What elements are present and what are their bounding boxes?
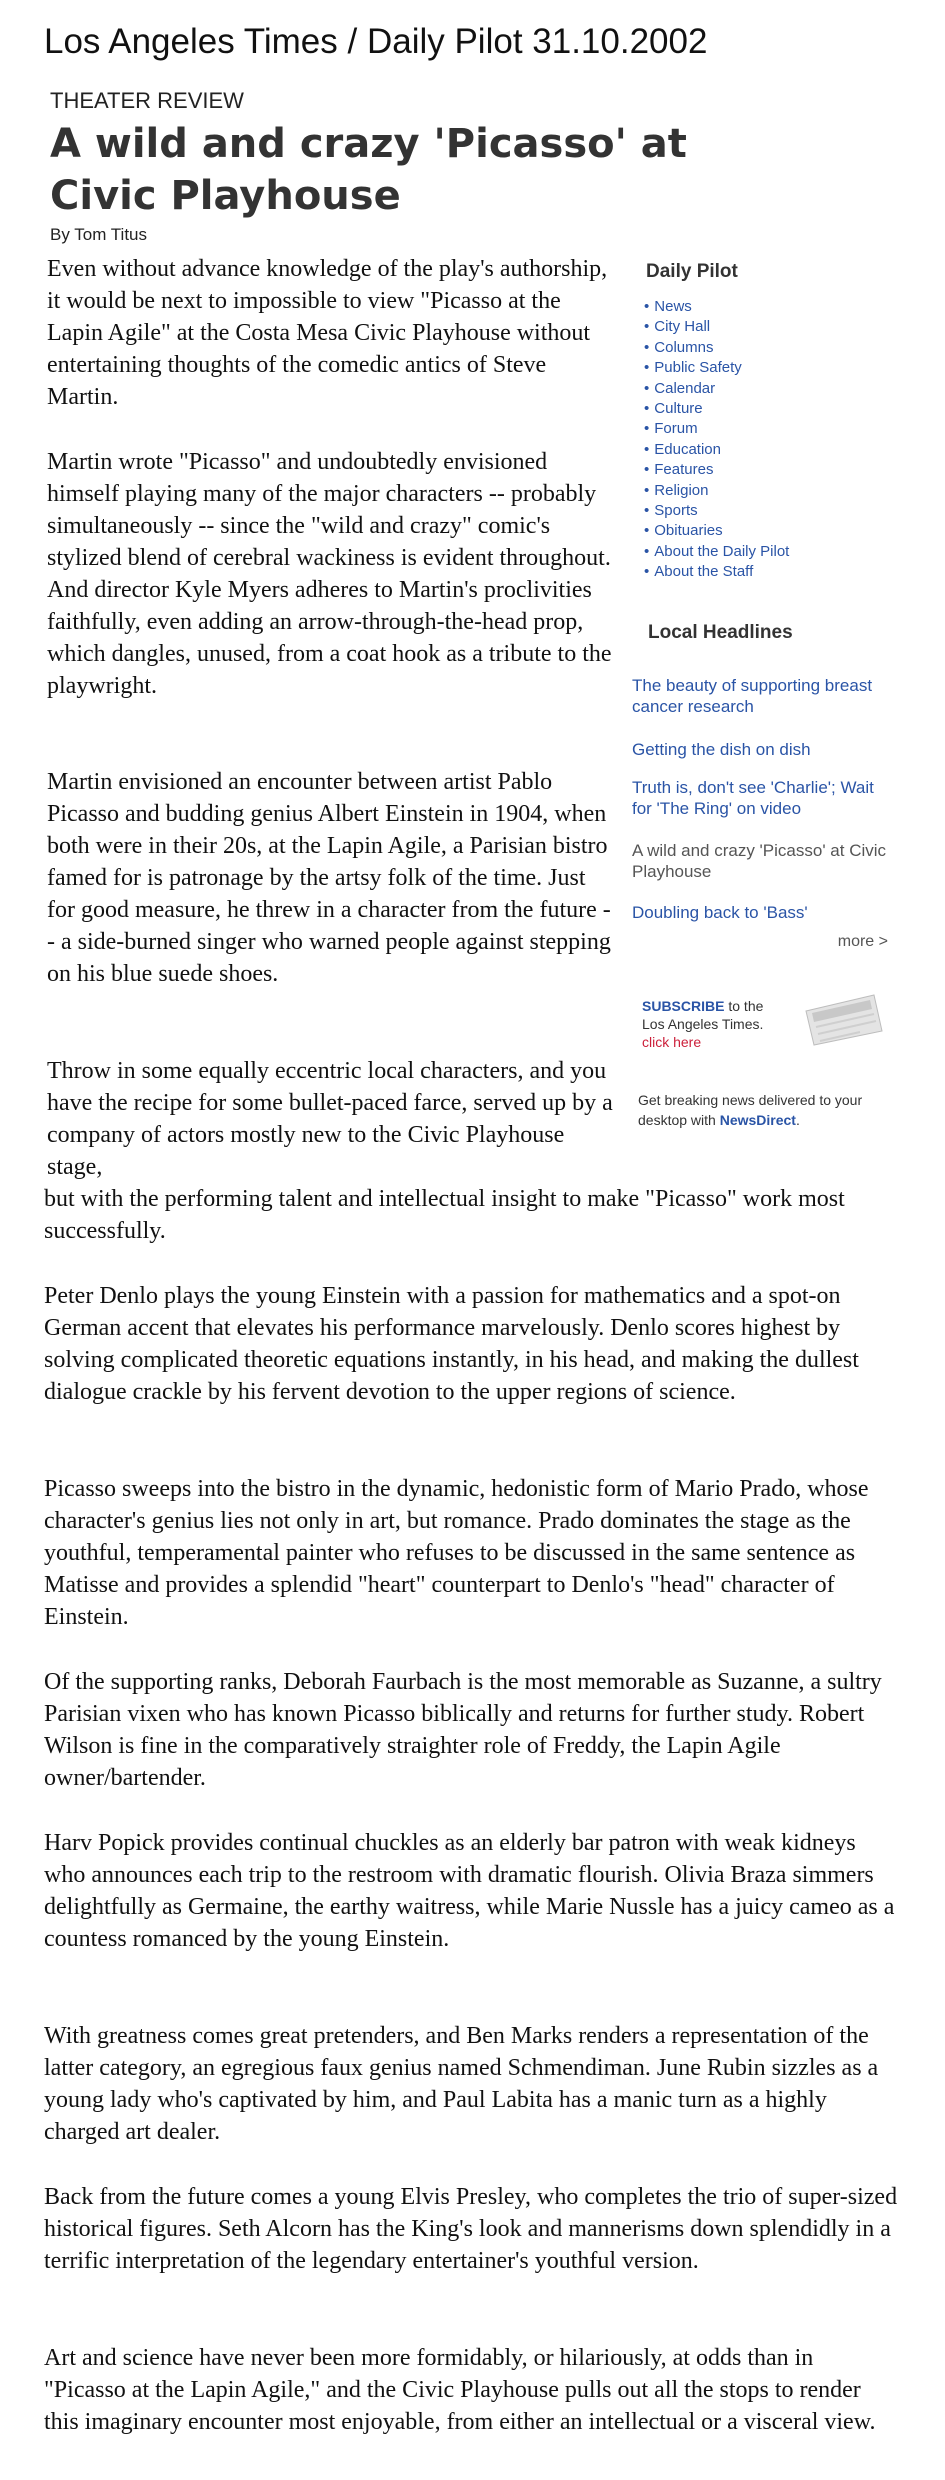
nav-item-culture[interactable]: • Culture (644, 399, 789, 419)
nav-item-public-safety[interactable]: • Public Safety (644, 358, 789, 378)
nav-item-religion[interactable]: • Religion (644, 481, 789, 501)
page-header-title: Los Angeles Times / Daily Pilot 31.10.2002 (44, 22, 708, 61)
article-headline: A wild and crazy 'Picasso' at Civic Playhouse (50, 121, 687, 219)
local-headline-link-5[interactable]: Doubling back to 'Bass' (632, 903, 808, 922)
newsdirect-promo (638, 1090, 896, 1130)
nav-item-sports[interactable]: • Sports (644, 501, 789, 521)
nav-item-about-staff[interactable]: • About the Staff (644, 562, 789, 582)
article-byline: By Tom Titus (50, 225, 147, 244)
article-paragraph-2: Martin wrote "Picasso" and undoubtedly envisioned himself playing many of the major characters -- probably simultaneously -- since the "wild and crazy" comic's stylized blend of cerebral wackiness is evident throughout. And director Kyle Myers adheres to Martin's proclivities faithfully, even adding an arrow-through-the-head prop, which dangles, unused, from a coat hook as a tribute to the playwright. (47, 449, 612, 699)
article-paragraph-3: Martin envisioned an encounter between artist Pablo Picasso and budding genius Albert Einstein in 1904, when both were in their 20s, at the Lapin Agile, a Parisian bistro famed for is patronage by the artsy folk of the time. Just for good measure, he threw in a character from the future -- a side-burned singer who warned people against stepping on his blue suede shoes. (47, 769, 611, 987)
subscribe-text-line-1: to the (724, 998, 764, 1014)
nav-item-news[interactable]: • News (644, 297, 789, 317)
more-headlines-link[interactable]: more > (837, 933, 888, 950)
nav-item-columns[interactable]: • Columns (644, 338, 789, 358)
newsdirect-link[interactable]: NewsDirect (719, 1112, 796, 1128)
local-headline-link-2[interactable]: Getting the dish on dish (632, 740, 811, 759)
nav-item-calendar[interactable]: • Calendar (644, 379, 789, 399)
local-headline-link-3[interactable]: Truth is, don't see 'Charlie'; Wait for 'The Ring' on video (632, 778, 874, 818)
nav-item-about-daily-pilot[interactable]: • About the Daily Pilot (644, 542, 789, 562)
newsdirect-text: Get breaking news delivered to your desktop with (638, 1092, 863, 1128)
local-headlines-title: Local Headlines (648, 622, 793, 643)
article-paragraph-7: Of the supporting ranks, Deborah Faurbach is the most memorable as Suzanne, a sultry Parisian vixen who has known Picasso biblically and returns for further study. Robert Wilson is fine in the comparatively straighter role of Freddy, the Lapin Agile owner/bartender. (44, 1669, 882, 1791)
nav-item-forum[interactable]: • Forum (644, 419, 789, 439)
article-paragraph-10: Back from the future comes a young Elvis Presley, who completes the trio of super-sized historical figures. Seth Alcorn has the King's look and mannerisms down splendidly in a terrific interpretation of the legendary entertainer's youthful version. (44, 2184, 898, 2274)
article-paragraph-1: Even without advance knowledge of the play's authorship, it would be next to impossible to view "Picasso at the Lapin Agile" at the Costa Mesa Civic Playhouse without entertaining thoughts of the comedic antics of Steve Martin. (47, 256, 608, 410)
article-paragraph-5: Peter Denlo plays the young Einstein with a passion for mathematics and a spot-on German accent that elevates his performance marvelously. Denlo scores highest by solving complicated theoretic equations instantly, in his head, and making the dullest dialogue crackle by his fervent devotion to the upper regions of science. (44, 1283, 859, 1405)
article-paragraph-4: Throw in some equally eccentric local characters, and you have the recipe for some bullet-paced farce, served up by a company of actors mostly new to the Civic Playhouse stage, (47, 1058, 613, 1180)
sidebar-title: Daily Pilot (646, 261, 738, 282)
subscribe-banner[interactable] (634, 985, 896, 1067)
newsdirect-period: . (795, 1112, 800, 1128)
sidebar-nav (644, 297, 789, 583)
article-paragraph-9: With greatness comes great pretenders, and Ben Marks renders a representation of the latter category, an egregious faux genius named Schmendiman. June Rubin sizzles as a young lady who's captivated by him, and Paul Labita has a manic turn as a highly charged art dealer. (44, 2023, 879, 2145)
article-paragraph-6: Picasso sweeps into the bistro in the dynamic, hedonistic form of Mario Prado, whose character's genius lies not only in art, but romance. Prado dominates the stage as the youthful, temperamental painter who refuses to be discussed in the same sentence as Matisse and provides a splendid "heart" counterpart to Denlo's "head" character of Einstein. (44, 1476, 869, 1630)
nav-item-obituaries[interactable]: • Obituaries (644, 521, 789, 541)
nav-item-features[interactable]: • Features (644, 460, 789, 480)
nav-item-education[interactable]: • Education (644, 440, 789, 460)
article-paragraph-8: Harv Popick provides continual chuckles as an elderly bar patron with weak kidneys who announces each trip to the restroom with dramatic flourish. Olivia Braza simmers delightfully as Germaine, the earthy waitress, while Marie Nussle has a juicy cameo as a countess romanced by the young Einstein. (44, 1830, 895, 1952)
article-paragraph-4-continued: but with the performing talent and intellectual insight to make "Picasso" work most successfully. (44, 1186, 845, 1244)
article-paragraph-11: Art and science have never been more formidably, or hilariously, at odds than in "Picasso at the Lapin Agile," and the Civic Playhouse pulls out all the stops to render this imaginary encounter most enjoyable, from either an intellectual or a visceral view. (44, 2345, 876, 2435)
local-headline-current: A wild and crazy 'Picasso' at Civic Playhouse (632, 841, 887, 881)
nav-item-city-hall[interactable]: • City Hall (644, 317, 789, 337)
subscribe-text (642, 997, 763, 1051)
subscribe-label: SUBSCRIBE (642, 998, 725, 1014)
local-headline-link-1[interactable]: The beauty of supporting breast cancer research (632, 676, 873, 716)
newspaper-icon (800, 991, 886, 1049)
subscribe-click-here[interactable]: click here (642, 1034, 702, 1050)
section-label: THEATER REVIEW (50, 88, 244, 113)
subscribe-text-line-2: Los Angeles Times. (642, 1016, 764, 1032)
